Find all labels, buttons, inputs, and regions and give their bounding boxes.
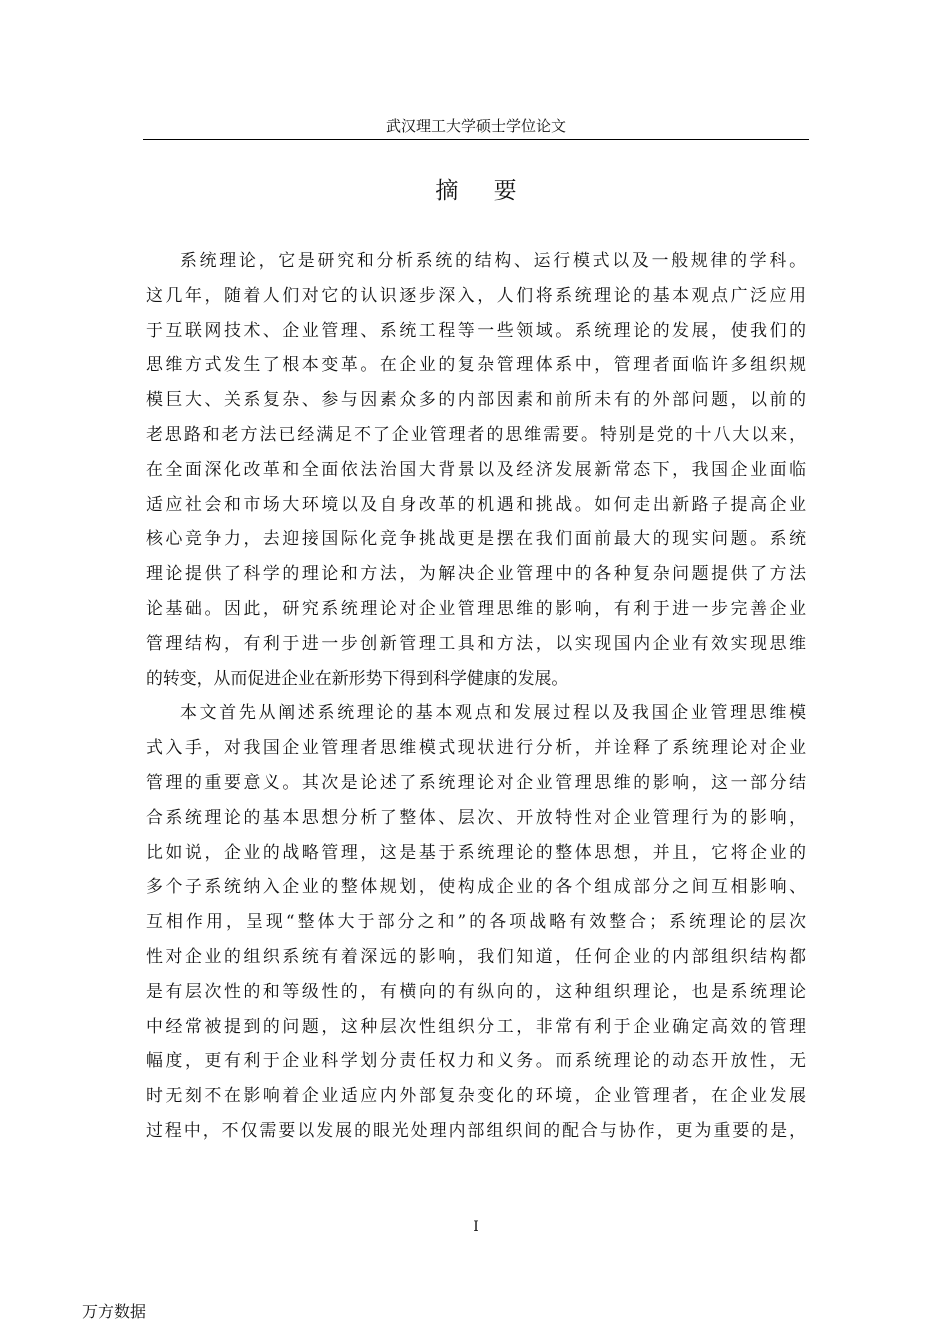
text-line: 是有层次性的和等级性的，有横向的有纵向的，这种组织理论，也是系统理论 bbox=[146, 980, 806, 1001]
text-line: 式入手，对我国企业管理者思维模式现状进行分析，并诠释了系统理论对企业 bbox=[146, 737, 806, 758]
abstract-title: 摘 要 bbox=[435, 178, 531, 204]
text-line: 多个子系统纳入企业的整体规划，使构成企业的各个组成部分之间互相影响、 bbox=[146, 876, 806, 897]
text-line: 适应社会和市场大环境以及自身改革的机遇和挑战。如何走出新路子提高企业 bbox=[146, 493, 806, 514]
text-line: 在全面深化改革和全面依法治国大背景以及经济发展新常态下，我国企业面临 bbox=[146, 458, 806, 479]
page-number: I bbox=[473, 1219, 479, 1235]
text-line: 比如说，企业的战略管理，这是基于系统理论的整体思想，并且，它将企业的 bbox=[146, 841, 806, 862]
running-header: 武汉理工大学硕士学位论文 bbox=[385, 117, 566, 135]
text-line: 中经常被提到的问题，这种层次性组织分工，非常有利于企业确定高效的管理 bbox=[146, 1015, 806, 1036]
text-line: 合系统理论的基本思想分析了整体、层次、开放特性对企业管理行为的影响， bbox=[146, 806, 806, 827]
text-line: 幅度，更有利于企业科学划分责任权力和义务。而系统理论的动态开放性，无 bbox=[146, 1050, 806, 1071]
text-line: 的转变，从而促进企业在新形势下得到科学健康的发展。 bbox=[146, 667, 569, 688]
header-rule bbox=[143, 139, 809, 140]
text-line: 互相作用，呈现“整体大于部分之和”的各项战略有效整合；系统理论的层次 bbox=[146, 911, 806, 932]
abstract-body bbox=[146, 243, 806, 1148]
watermark: 万方数据 bbox=[82, 1302, 147, 1321]
text-line: 时无刻不在影响着企业适应内外部复杂变化的环境，企业管理者，在企业发展 bbox=[146, 1085, 806, 1106]
text-line: 本文首先从阐述系统理论的基本观点和发展过程以及我国企业管理思维模 bbox=[180, 702, 806, 723]
text-line: 于互联网技术、企业管理、系统工程等一些领域。系统理论的发展，使我们的 bbox=[146, 319, 806, 340]
text-line: 老思路和老方法已经满足不了企业管理者的思维需要。特别是党的十八大以来， bbox=[146, 423, 806, 444]
text-line: 理论提供了科学的理论和方法，为解决企业管理中的各种复杂问题提供了方法 bbox=[146, 563, 806, 584]
text-line: 论基础。因此，研究系统理论对企业管理思维的影响，有利于进一步完善企业 bbox=[146, 597, 806, 618]
text-line: 模巨大、关系复杂、参与因素众多的内部因素和前所未有的外部问题，以前的 bbox=[146, 389, 806, 410]
text-line: 思维方式发生了根本变革。在企业的复杂管理体系中，管理者面临许多组织规 bbox=[146, 354, 806, 375]
text-line: 管理结构，有利于进一步创新管理工具和方法，以实现国内企业有效实现思维 bbox=[146, 632, 806, 653]
text-line: 这几年，随着人们对它的认识逐步深入，人们将系统理论的基本观点广泛应用 bbox=[146, 284, 806, 305]
text-line: 核心竞争力，去迎接国际化竞争挑战更是摆在我们面前最大的现实问题。系统 bbox=[146, 528, 806, 549]
text-line: 系统理论，它是研究和分析系统的结构、运行模式以及一般规律的学科。 bbox=[180, 250, 806, 270]
text-line: 性对企业的组织系统有着深远的影响，我们知道，任何企业的内部组织结构都 bbox=[146, 945, 806, 966]
text-line: 过程中，不仅需要以发展的眼光处理内部组织间的配合与协作，更为重要的是， bbox=[146, 1119, 806, 1140]
text-line: 管理的重要意义。其次是论述了系统理论对企业管理思维的影响，这一部分结 bbox=[146, 771, 806, 792]
